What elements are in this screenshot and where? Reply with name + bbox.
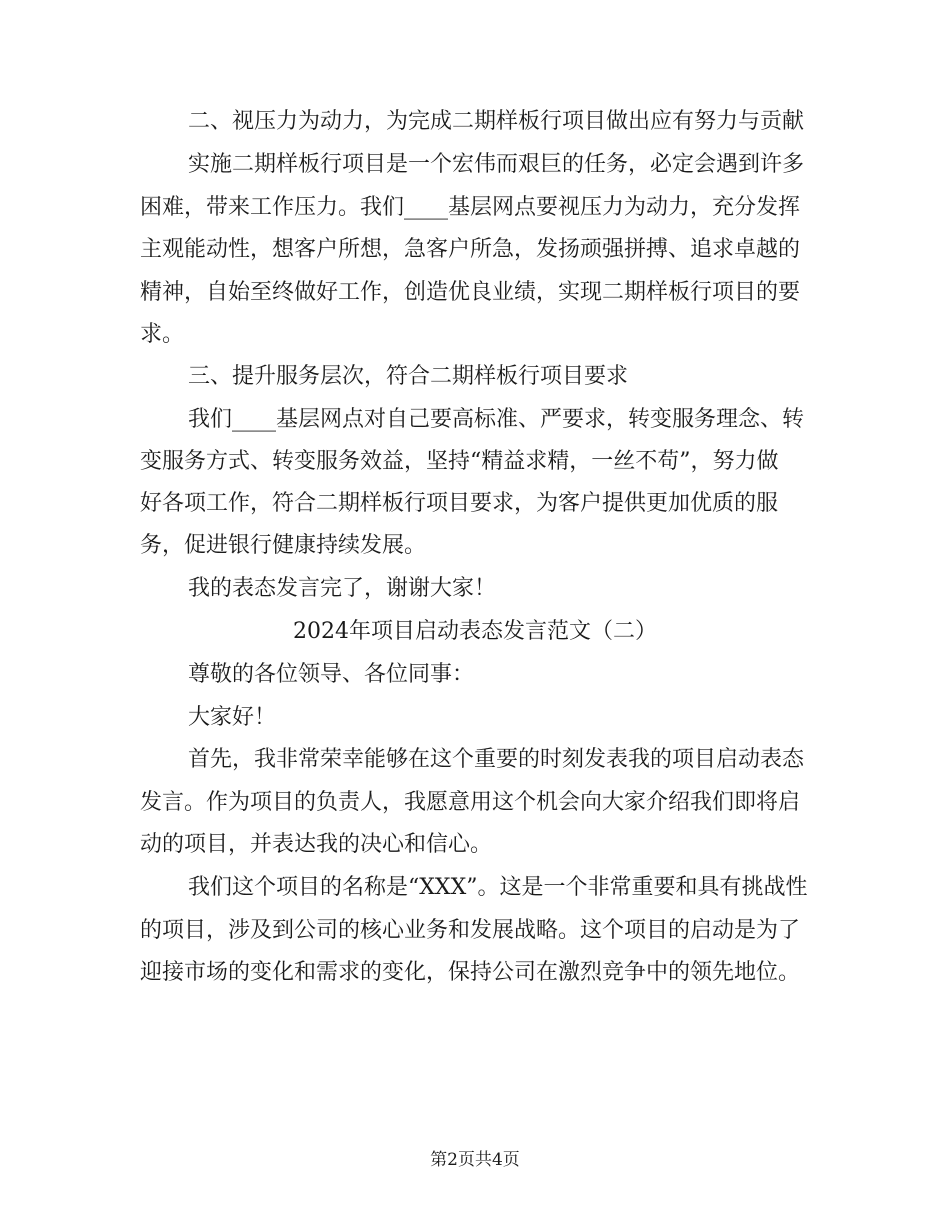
paragraph-line: 实施二期样板行项目是一个宏伟而艰巨的任务，必定会遇到许多 bbox=[188, 152, 805, 177]
paragraph-line: 发言。作为项目的负责人，我愿意用这个机会向大家介绍我们即将启 bbox=[140, 790, 801, 815]
paragraph-line: 迎接市场的变化和需求的变化，保持公司在激烈竞争中的领先地位。 bbox=[140, 960, 801, 985]
paragraph-line: 动的项目，并表达我的决心和信心。 bbox=[140, 832, 493, 857]
paragraph-line: 好各项工作，符合二期样板行项目要求，为客户提供更加优质的服 bbox=[140, 491, 779, 516]
paragraph-line: 精神，自始至终做好工作，创造优良业绩，实现二期样板行项目的要 bbox=[140, 280, 801, 305]
section-heading-2: 二、视压力为动力，为完成二期样板行项目做出应有努力与贡献 bbox=[188, 109, 805, 134]
salutation: 尊敬的各位领导、各位同事： bbox=[188, 662, 475, 687]
paragraph-line: 求。 bbox=[140, 322, 185, 347]
paragraph-line: 的项目，涉及到公司的核心业务和发展战略。这个项目的启动是为了 bbox=[140, 918, 801, 943]
article-title: 2024年项目启动表态发言范文（二） bbox=[293, 619, 657, 644]
paragraph-line: 变服务方式、转变服务效益，坚持“精益求精，一丝不苟”，努力做 bbox=[140, 449, 779, 474]
paragraph-line: 务，促进银行健康持续发展。 bbox=[140, 533, 427, 558]
paragraph-line: 首先，我非常荣幸能够在这个重要的时刻发表我的项目启动表态 bbox=[188, 747, 805, 772]
section-heading-3: 三、提升服务层次，符合二期样板行项目要求 bbox=[188, 364, 629, 389]
paragraph-line: 主观能动性，想客户所想，急客户所急，发扬顽强拼搏、追求卓越的 bbox=[140, 237, 801, 262]
paragraph-line: 我们____基层网点对自己要高标准、严要求，转变服务理念、转 bbox=[188, 407, 805, 432]
greeting: 大家好！ bbox=[188, 705, 277, 730]
closing-line: 我的表态发言完了，谢谢大家！ bbox=[188, 576, 497, 601]
paragraph-line: 我们这个项目的名称是“XXX”。这是一个非常重要和具有挑战性 bbox=[188, 875, 808, 900]
page-number: 第2页共4页 bbox=[430, 1150, 520, 1170]
paragraph-line: 困难，带来工作压力。我们____基层网点要视压力为动力，充分发挥 bbox=[140, 195, 801, 220]
